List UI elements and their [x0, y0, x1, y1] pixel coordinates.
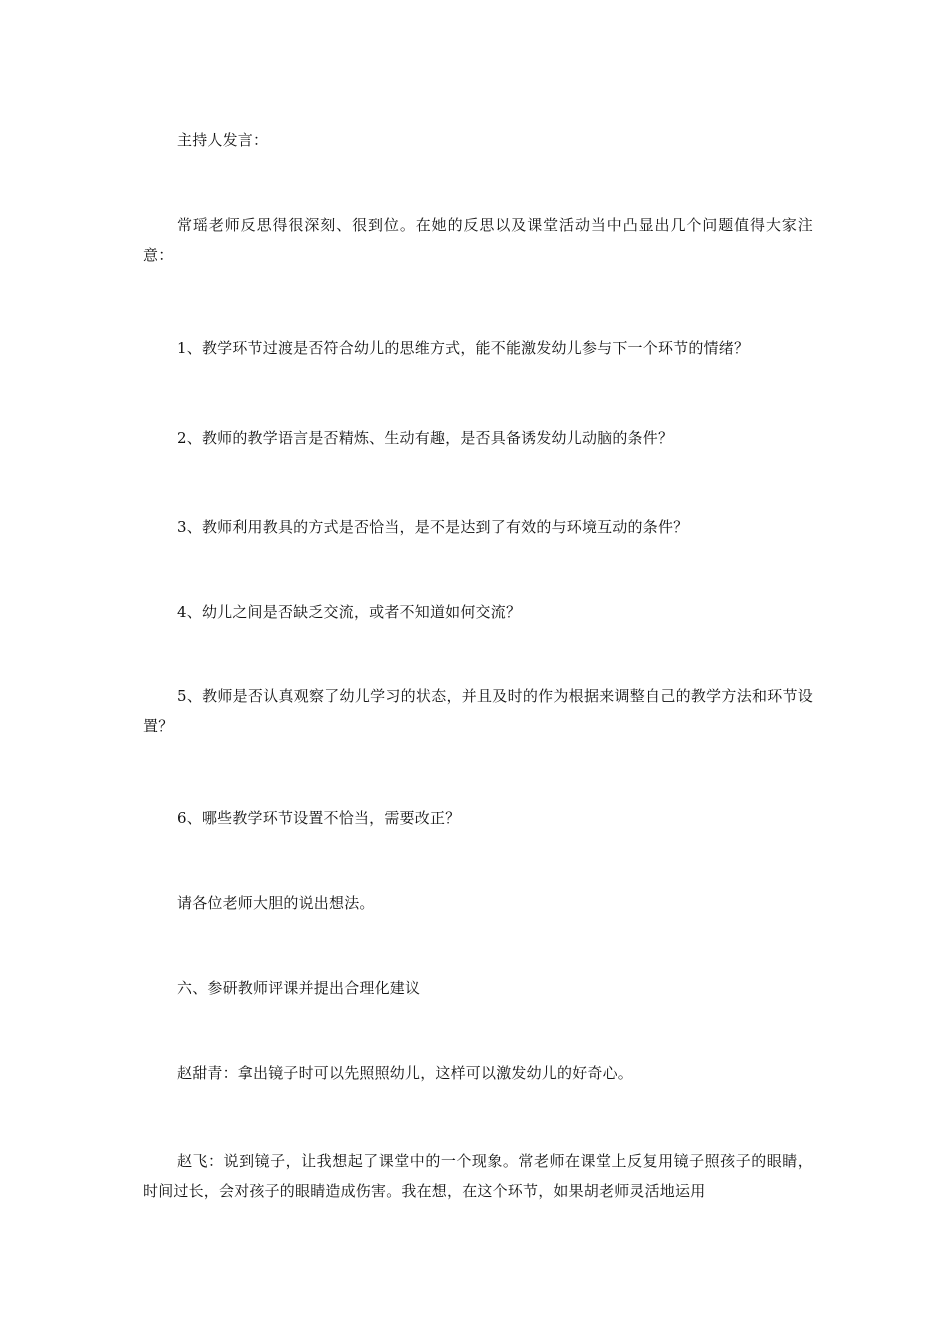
- paragraph-question-5: 5、教师是否认真观察了幼儿学习的状态，并且及时的作为根据来调整自己的教学方法和环节设置？: [143, 687, 813, 735]
- paragraph-intro: 常瑶老师反思得很深刻、很到位。在她的反思以及课堂活动当中凸显出几个问题值得大家注意：: [143, 216, 813, 264]
- paragraph-host-speech: 主持人发言：: [177, 131, 269, 149]
- paragraph-question-4: 4、幼儿之间是否缺乏交流，或者不知道如何交流？: [177, 603, 522, 621]
- paragraph-question-1: 1、教学环节过渡是否符合幼儿的思维方式，能不能激发幼儿参与下一个环节的情绪？: [177, 339, 750, 357]
- paragraph-question-2: 2、教师的教学语言是否精炼、生动有趣，是否具备诱发幼儿动脑的条件？: [177, 429, 674, 447]
- paragraph-question-3: 3、教师利用教具的方式是否恰当，是不是达到了有效的与环境互动的条件？: [177, 518, 689, 536]
- paragraph-question-6: 6、哪些教学环节设置不恰当，需要改正？: [177, 809, 461, 827]
- paragraph-zhao-fei: 赵飞：说到镜子，让我想起了课堂中的一个现象。常老师在课堂上反复用镜子照孩子的眼睛，时间过长，会对孩子的眼睛造成伤害。我在想，在这个环节，如果胡老师灵活地运用: [143, 1152, 813, 1200]
- paragraph-invitation: 请各位老师大胆的说出想法。: [177, 894, 375, 912]
- paragraph-zhao-tianqing: 赵甜青：拿出镜子时可以先照照幼儿，这样可以激发幼儿的好奇心。: [177, 1064, 634, 1082]
- section-heading-six: 六、参研教师评课并提出合理化建议: [177, 979, 421, 997]
